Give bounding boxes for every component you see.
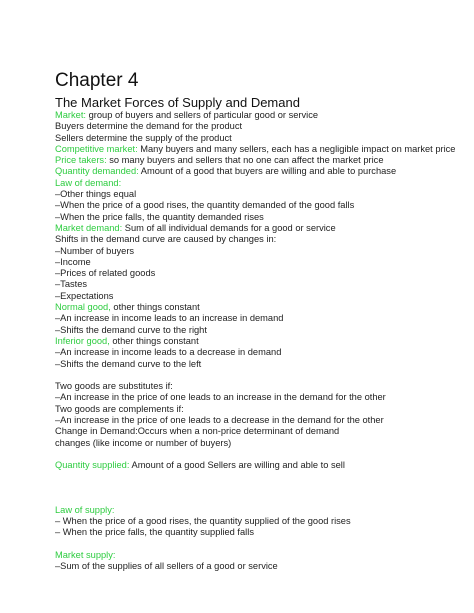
paragraph-gap xyxy=(55,539,460,550)
section-title: The Market Forces of Supply and Demand xyxy=(55,95,300,110)
paragraph-gap xyxy=(55,494,460,505)
definition-normal-good: other things constant xyxy=(110,302,200,313)
term-quantity-supplied: Quantity supplied: xyxy=(55,460,130,471)
term-law-of-supply: Law of supply: xyxy=(55,504,115,515)
buyers-line: Buyers determine the demand for the product xyxy=(55,121,243,132)
supply-rises-line: – When the price of a good rises, the quantity supplied of the good rises xyxy=(55,516,351,527)
demand-rises-line: –When the price of a good rises, the quantity demanded of the good falls xyxy=(55,200,355,211)
term-quantity-demanded: Quantity demanded: xyxy=(55,166,139,177)
inferior-shift-line: –Shifts the demand curve to the left xyxy=(55,358,202,369)
market-definition xyxy=(55,110,460,121)
shift-tastes: –Tastes xyxy=(55,279,88,290)
definition-quantity-demanded: Amount of a good that buyers are willing and able to purchase xyxy=(138,166,397,177)
term-market-supply: Market supply: xyxy=(55,549,116,560)
quantity-supplied-definition xyxy=(55,460,460,471)
supply-falls-line: – When the price falls, the quantity supplied falls xyxy=(55,527,254,538)
paragraph-gap xyxy=(55,449,460,460)
other-things-equal: –Other things equal xyxy=(55,189,137,200)
definition-inferior-good: other things constant xyxy=(109,335,199,346)
competitive-market-definition xyxy=(55,144,460,155)
term-competitive-market: Competitive market: xyxy=(55,143,138,154)
shift-expectations: –Expectations xyxy=(55,290,114,301)
definition-competitive-market: Many buyers and many sellers, each has a negligible impact on market price xyxy=(137,143,456,154)
price-takers-definition xyxy=(55,155,460,166)
term-market-demand: Market demand: xyxy=(55,222,123,233)
quantity-demanded-definition xyxy=(55,166,460,177)
paragraph-gap xyxy=(55,370,460,381)
shifts-intro: Shifts in the demand curve are caused by changes in: xyxy=(55,234,277,245)
definition-market-demand: Sum of all individual demands for a good or service xyxy=(122,222,336,233)
term-market: Market: xyxy=(55,110,86,120)
change-in-demand-line: Change in Demand:Occurs when a non-price determinant of demand xyxy=(55,426,340,437)
shift-income: –Income xyxy=(55,256,91,267)
normal-shift-line: –Shifts the demand curve to the right xyxy=(55,324,207,335)
normal-good-definition xyxy=(55,302,460,313)
market-supply-heading xyxy=(55,550,460,561)
notes-body xyxy=(55,110,460,573)
market-demand-definition xyxy=(55,223,460,234)
term-normal-good: Normal good, xyxy=(55,302,111,313)
law-of-supply-heading xyxy=(55,505,460,516)
term-law-of-demand: Law of demand: xyxy=(55,177,122,188)
shift-buyers: –Number of buyers xyxy=(55,245,135,256)
normal-increase-line: –An increase in income leads to an increase in demand xyxy=(55,313,284,324)
inferior-increase-line: –An increase in income leads to a decrease in demand xyxy=(55,347,282,358)
change-in-demand-continued: changes (like income or number of buyers) xyxy=(55,437,232,448)
shift-prices: –Prices of related goods xyxy=(55,268,156,279)
law-of-demand-heading xyxy=(55,178,460,189)
substitutes-rule: –An increase in the price of one leads to an increase in the demand for the other xyxy=(55,392,386,403)
demand-falls-line: –When the price falls, the quantity demanded rises xyxy=(55,211,264,222)
inferior-good-definition xyxy=(55,336,460,347)
term-price-takers: Price takers: xyxy=(55,155,107,166)
sellers-line: Sellers determine the supply of the product xyxy=(55,132,232,143)
definition-price-takers: so many buyers and sellers that no one can affect the market price xyxy=(106,155,384,166)
definition-market: group of buyers and sellers of particular good or service xyxy=(86,110,319,120)
complements-intro: Two goods are complements if: xyxy=(55,403,184,414)
substitutes-intro: Two goods are substitutes if: xyxy=(55,381,173,392)
chapter-heading: Chapter 4 xyxy=(55,70,139,91)
definition-quantity-supplied: Amount of a good Sellers are willing and able to sell xyxy=(129,460,345,471)
paragraph-gap xyxy=(55,472,460,494)
market-supply-definition: –Sum of the supplies of all sellers of a good or service xyxy=(55,561,278,572)
term-inferior-good: Inferior good, xyxy=(55,335,110,346)
complements-rule: –An increase in the price of one leads to a decrease in the demand for the other xyxy=(55,415,384,426)
